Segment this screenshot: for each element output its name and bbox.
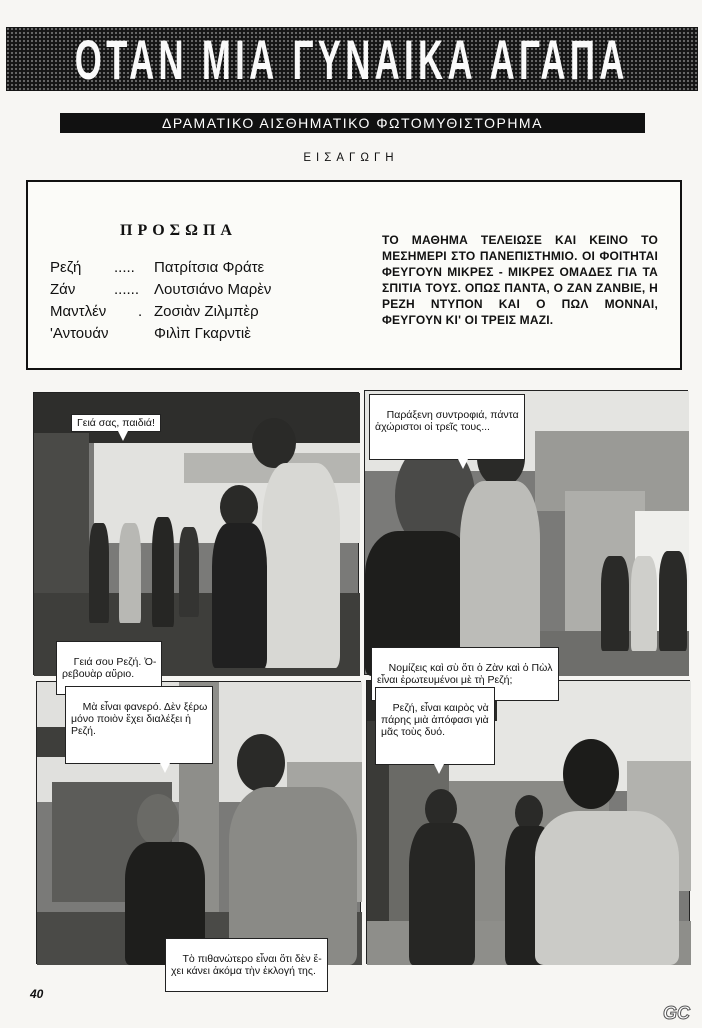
person-figure	[119, 523, 141, 623]
person-figure	[89, 523, 109, 623]
speech-balloon: Τὸ πιθανώτερο εἶναι ὅτι δὲν ἔ- χει κάνει ἀκόμα τὴν ἐκλογή της.	[165, 938, 328, 992]
person-figure	[535, 811, 679, 965]
cast-row	[50, 301, 350, 323]
person-figure	[409, 823, 475, 965]
cast-dots: .	[138, 303, 143, 320]
cast-actor: Πατρίτσια Φράτε	[154, 259, 265, 276]
cast-dots	[138, 323, 154, 345]
section-heading: ΕΙΣΑΓΩΓΗ	[303, 152, 399, 164]
person-figure	[631, 556, 657, 651]
speech-balloon: Γειά σας, παιδιά!	[71, 414, 161, 432]
cast-row	[50, 279, 350, 301]
cast-actor: Λουτσιάνο Μαρὲν	[154, 281, 272, 298]
cast-row	[50, 257, 350, 279]
cast-role: Ρεζή	[50, 259, 82, 276]
speech-balloon: Παράξενη συντροφιά, πάντα ἀχώριστοι οἱ τρεῖς τους...	[369, 394, 525, 460]
intro-text: ΤΟ ΜΑΘΗΜΑ ΤΕΛΕΙΩΣΕ ΚΑΙ ΚΕΙΝΟ ΤΟ ΜΕΣΗΜΕΡΙ ΣΤΟ ΠΑΝΕΠΙΣΤΗΜΙΟ. ΟΙ ΦΟΙΤΗΤΑΙ ΦΕΥΓΟΥΝ ΜΙΚΡΕΣ - ΜΙΚΡΕΣ ΟΜΑΔΕΣ ΓΙΑ ΤΑ ΣΠΙΤΙΑ ΤΟΥΣ. ΟΠΩΣ ΠΑΝΤΑ, Ο ΖΑΝ ΖΑΝΒΙΕ, Η ΡΕΖΗ ΝΤΥΠΟΝ ΚΑΙ Ο ΠΩΛ ΜΟΝΝΑΙ, ΦΕΥΓΟΥΝ ΚΙ' ΟΙ ΤΡΕΙΣ ΜΑΖΙ.	[382, 233, 658, 327]
story-subtitle: ΔΡΑΜΑΤΙΚΟ ΑΙΣΘΗΜΑΤΙΚΟ ΦΩΤΟΜΥΘΙΣΤΟΡΗΜΑ	[162, 115, 543, 131]
cast-dots: .....	[114, 259, 135, 276]
speech-balloon: Ρεζή, εἶναι καιρὸς νὰ πάρης μιὰ ἀπόφασι γιὰ μᾶς τοὺς δυό.	[375, 687, 495, 765]
person-figure	[252, 418, 296, 468]
cast-role: 'Αντουάν	[50, 325, 109, 342]
cast-actor: Φιλὶπ Γκαρντιὲ	[154, 325, 251, 342]
cast-row	[50, 323, 350, 345]
speech-balloon: Γειά σου Ρεζή. Ὀ- ρεβουὰρ αὔριο.	[56, 641, 162, 695]
person-figure	[601, 556, 629, 651]
person-figure	[212, 523, 267, 668]
speech-balloon: Νομίζεις καὶ σὺ ὅτι ὁ Ζὰν καὶ ὁ Πὼλ εἶναι ἐρωτευμένοι μὲ τὴ Ρεζή;	[371, 647, 559, 701]
person-figure	[237, 734, 285, 792]
person-figure	[659, 551, 687, 651]
cast-dots: ......	[114, 281, 140, 298]
story-title: ΟΤΑΝ ΜΙΑ ΓΥΝΑΙΚΑ ΑΓΑΠΑ	[75, 27, 629, 91]
photo-panel-1	[33, 392, 359, 680]
person-figure	[262, 463, 340, 668]
title-banner	[6, 27, 698, 91]
photo-panel-4	[366, 680, 690, 964]
cast-role: Μαντλέν	[50, 303, 107, 320]
cast-list	[50, 257, 350, 345]
cast-role: Ζάν	[50, 281, 76, 298]
scan-credit: GC	[663, 1003, 690, 1023]
cast-actor: Ζοσιὰν Ζιλμπὲρ	[154, 303, 259, 320]
photo-panel-2	[364, 390, 688, 686]
speech-balloon: Μὰ εἶναι φανερό. Δὲν ξέρω μόνο ποιὸν ἔχει διαλέξει ἡ Ρεζή.	[65, 686, 213, 764]
person-figure	[179, 527, 199, 617]
cast-heading: ΠΡΟΣΩΠΑ	[120, 222, 237, 239]
person-figure	[137, 794, 179, 846]
page-number: 40	[30, 987, 44, 1001]
person-figure	[563, 739, 619, 809]
photo-panel-3	[36, 681, 361, 977]
cast-box	[26, 180, 682, 370]
subtitle-bar	[60, 113, 645, 133]
person-figure	[152, 517, 174, 627]
